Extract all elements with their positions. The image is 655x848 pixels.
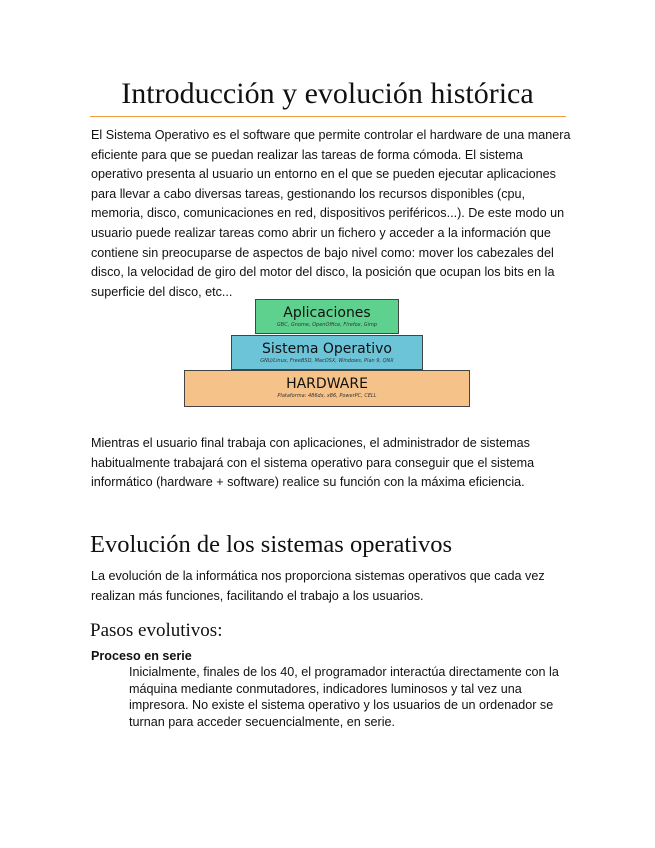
step-definition: Inicialmente, finales de los 40, el programador interactúa directamente con la máquina mediante conmutadores, indicadores luminosos y tal vez una impresora. No existe el sistema operativo y los usuarios de un ordenador se turnan para acceder secuencialmente, en serie. — [129, 665, 559, 729]
page-title: Introducción y evolución histórica — [121, 77, 534, 110]
applications-layer — [255, 299, 399, 334]
subsection-heading: Pasos evolutivos: — [90, 620, 223, 641]
section-heading: Evolución de los sistemas operativos — [90, 531, 452, 558]
section-paragraph: La evolución de la informática nos proporciona sistemas operativos que cada vez realizan más funciones, facilitando el trabajo a los usuarios. — [91, 569, 545, 603]
hardware-layer-examples: Plataforma: 486dx, x86, PowerPC, CELL — [277, 393, 377, 399]
applications-layer-label: Aplicaciones — [283, 305, 371, 321]
step-term: Proceso en serie — [91, 649, 192, 663]
intro-paragraph: El Sistema Operativo es el software que permite controlar el hardware de una manera eficiente para que se puedan realizar las tareas de forma cómoda. El sistema operativo presenta al usuario un entorno en el que se pueden ejecutar aplicaciones para llevar a cabo diversas tareas, gestionando los recursos disponibles (cpu, memoria, disco, comunicaciones en red, dispositivos periféricos...). De este modo un usuario puede realizar tareas como abrir un fichero y acceder a la información que contiene sin preocuparse de aspectos de bajo nivel como: mover los cabezales del disco, la velocidad de giro del motor del disco, la posición que ocupan los bits en la superficie del disco, etc... — [91, 128, 571, 299]
operating-system-layer-label: Sistema Operativo — [262, 341, 392, 357]
hardware-layer-label: HARDWARE — [286, 376, 368, 392]
title-divider — [90, 116, 566, 117]
hardware-layer — [184, 370, 470, 407]
operating-system-layer-examples: GNU/Linux, FreeBSD, MacOSX, Windows, Plan 9, QNX — [260, 358, 394, 364]
admin-paragraph: Mientras el usuario final trabaja con aplicaciones, el administrador de sistemas habitualmente trabajará con el sistema operativo para conseguir que el sistema informático (hardware + software) realice su función con la máxima eficiencia. — [91, 436, 535, 490]
operating-system-layer — [231, 335, 423, 370]
applications-layer-examples: GBC, Gnome, OpenOffice, Firefox, Gimp — [276, 322, 378, 328]
